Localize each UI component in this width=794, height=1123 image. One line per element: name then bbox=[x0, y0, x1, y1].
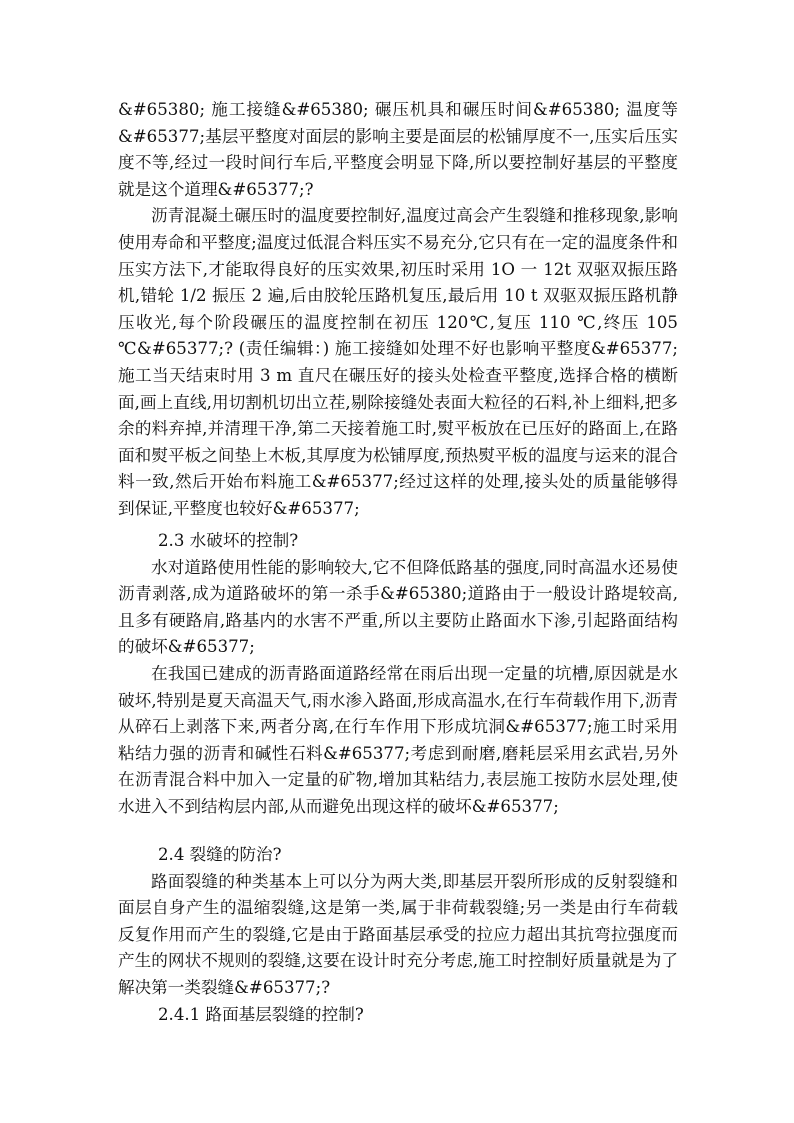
paragraph-crack-types: 路面裂缝的种类基本上可以分为两大类,即基层开裂所形成的反射裂缝和面层自身产生的温缩裂缝,这是第一类,属于非荷载裂缝;另一类是由行车荷载反复作用而产生的裂缝,它是由于路面基层承受的拉应力超出其抗弯拉强度而产生的网状不规则的裂缝,这要在设计时充分考虑,施工时控制好质量就是为了解决第一类裂缝&#65377;? bbox=[118, 871, 678, 997]
section-heading-crack-prevention: 2.4 裂缝的防治? bbox=[158, 845, 282, 864]
section-crack-prevention bbox=[118, 842, 678, 1028]
paragraph-compaction-temperature: 沥青混凝土碾压时的温度要控制好,温度过高会产生裂缝和推移现象,影响使用寿命和平整度;温度过低混合料压实不易充分,它只有在一定的温度条件和压实方法下,才能取得良好的压实效果,初压时采用 1O 一 12t 双驱双振压路机,错轮 1/2 振压 2 遍,后由胶轮压路机复压,最后用 10 t 双驱双振压路机静压收光,每个阶段碾压的温度控制在初压 120℃,复压 110 ℃,终压 105 ℃&#65377;? (责任编辑：) 施工接缝如处理不好也影响平整度&#65377;施工当天结束时用 3 m 直尺在碾压好的接头处检查平整度,选择合格的横断面,画上直线,用切割机切出立茬,剔除接缝处表面大粒径的石料,补上细料,把多余的料弃掉,并清理干净,第二天接着施工时,熨平板放在已压好的路面上,在路面和熨平板之间垫上木板,其厚度为松铺厚度,预热熨平板的温度与运来的混合料一致,然后开始布料施工&#65377;经过这样的处理,接头处的质量能够得到保证,平整度也较好&#65377; bbox=[118, 206, 678, 518]
section-water-damage bbox=[118, 528, 678, 821]
paragraph-potholes: 在我国已建成的沥青路面道路经常在雨后出现一定量的坑槽,原因就是水破坏,特别是夏天高温天气,雨水渗入路面,形成高温水,在行车荷载作用下,沥青从碎石上剥落下来,两者分离,在行车作用下形成坑洞&#65377;施工时采用粘结力强的沥青和碱性石料&#65377;考虑到耐磨,磨耗层采用玄武岩,另外在沥青混合料中加入一定量的矿物,增加其粘结力,表层施工按防水层处理,使水进入不到结构层内部,从而避免出现这样的破坏&#65377; bbox=[118, 663, 678, 816]
section-heading-water-damage: 2.3 水破坏的控制? bbox=[158, 531, 299, 550]
paragraph-base-flatness: &#65380; 施工接缝&#65380; 碾压机具和碾压时间&#65380; 温度等&#65377;基层平整度对面层的影响主要是面层的松铺厚度不一,压实后压实度不等,经过一段时间行车后,平整度会明显下降,所以要控制好基层的平整度就是这个道理&#65377;? bbox=[118, 100, 678, 199]
section-top bbox=[118, 97, 678, 523]
paragraph-water-effect: 水对道路使用性能的影响较大,它不但降低路基的强度,同时高温水还易使沥青剥落,成为道路破坏的第一杀手&#65380;道路由于一般设计路堤较高,且多有硬路肩,路基内的水害不严重,所以主要防止路面水下渗,引起路面结构的破坏&#65377; bbox=[118, 557, 678, 657]
subsection-heading-base-crack: 2.4.1 路面基层裂缝的控制? bbox=[158, 1004, 364, 1024]
